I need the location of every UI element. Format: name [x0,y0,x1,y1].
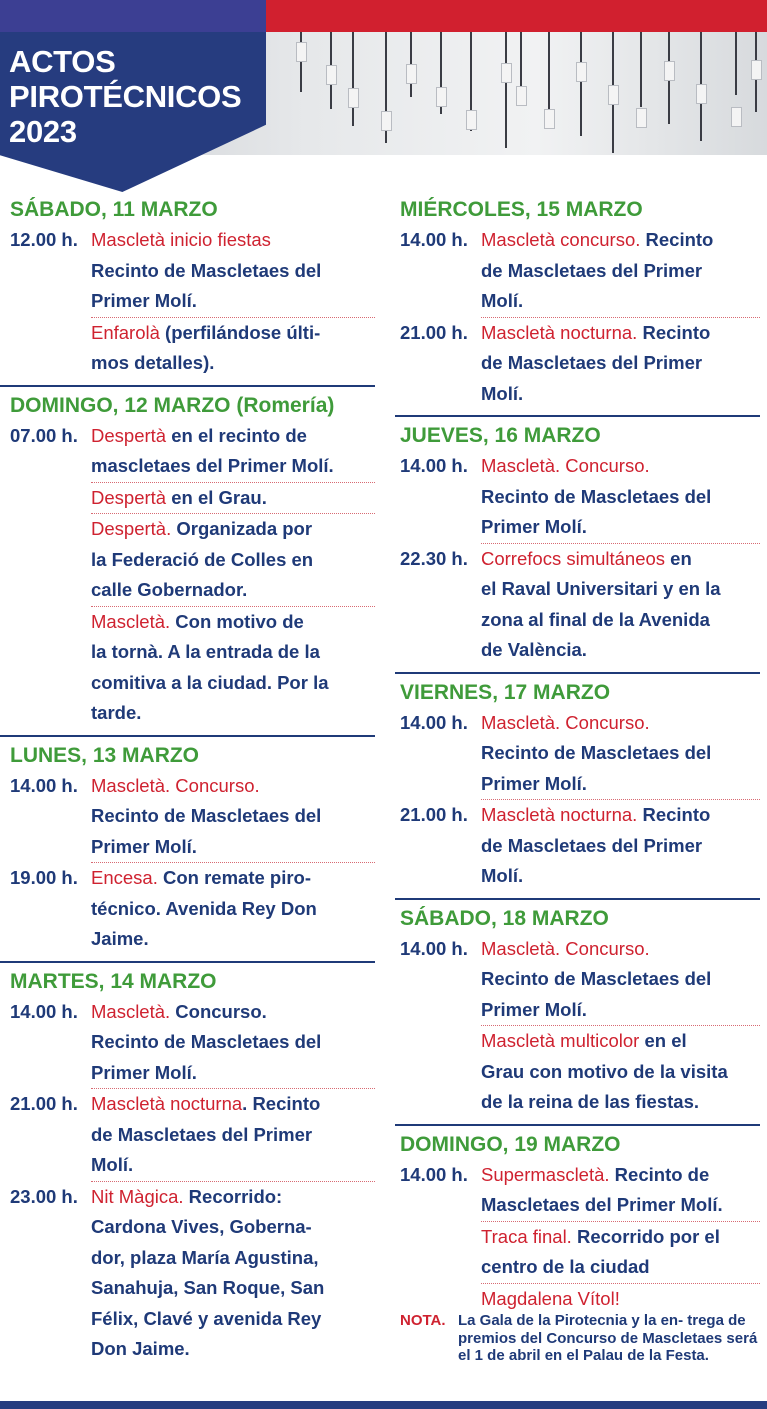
event-detail: Grau con motivo de la visita [481,1060,728,1082]
event-detail: Don Jaime. [91,1338,190,1359]
section-divider [395,898,760,900]
section-divider [395,672,760,674]
day-heading: DOMINGO, 12 MARZO (Romería) [10,393,335,417]
event-detail: Primer Molí. [91,1061,197,1083]
event-description [91,771,375,864]
day-heading: JUEVES, 16 MARZO [400,424,601,447]
event-detail: Recinto de [609,1163,710,1185]
day-heading: MIÉRCOLES, 15 MARZO [400,198,643,221]
event-detail: la tornà. A la entrada de la [91,641,320,662]
event-detail: de València. [481,639,587,660]
event-time: 21.00 h. [400,321,468,343]
event-description [91,421,375,483]
event-item [10,863,375,955]
event-time: 14.00 h. [10,774,78,796]
event-detail: de Mascletaes del Primer [481,259,703,281]
event-detail: de Mascletaes del Primer [91,1123,313,1145]
event-time: 14.00 h. [400,711,468,733]
event-item [10,483,375,515]
firecracker [751,60,762,80]
event-time: 14.00 h. [400,937,468,959]
title-line: PIROTÉCNICOS [9,79,242,114]
event-description [481,318,760,410]
event-detail: Recinto de Mascletaes del [91,1031,322,1052]
event-time: 22.30 h. [400,547,468,569]
event-detail: de Mascletaes del Primer [481,834,703,856]
event-detail: Sanahuja, San Roque, San [91,1277,325,1298]
section-divider [395,415,760,417]
event-item [400,1222,760,1284]
event-name: Supermascletà. [481,1163,610,1185]
event-time: 14.00 h. [10,1000,78,1022]
firecracker [696,84,707,104]
event-detail: (perfilándose últi- [159,321,321,343]
firecracker [576,62,587,82]
event-item [400,318,760,410]
top-bar-blue [0,0,266,32]
bottom-bar [0,1401,767,1409]
firework-string [505,32,507,148]
section-divider [395,1124,760,1126]
event-name: Mascletà nocturna [91,1093,243,1114]
left-column [10,195,375,1365]
event-item [400,451,760,544]
event-name: Mascletà. Concurso. [481,711,650,733]
event-description [91,1182,375,1365]
firework-string [352,32,354,126]
day-heading: VIERNES, 17 MARZO [400,680,611,704]
event-item [400,1284,760,1315]
event-name: Magdalena Vítol! [481,1287,620,1309]
firework-string [735,32,737,95]
firecracker [348,88,359,108]
event-detail: Recinto de Mascletaes del [91,805,322,826]
firecracker [406,64,417,84]
event-detail: . Recinto [242,1093,321,1114]
event-time: 19.00 h. [10,867,78,888]
event-name: Encesa. [91,867,158,888]
event-name: Mascletà nocturna. [481,804,638,825]
event-detail: Primer Molí. [91,290,197,311]
firecracker [381,111,392,131]
event-item [10,607,375,729]
event-description [91,1089,375,1182]
top-bar-red [266,0,767,32]
firework-string [548,32,550,119]
event-time: 12.00 h. [10,229,78,250]
firecracker [326,65,337,85]
event-item [10,771,375,864]
event-detail: Organizada por [171,518,313,539]
firecracker [466,110,477,130]
firecracker [544,109,555,129]
event-description [481,1222,760,1284]
day-heading: SÁBADO, 11 MARZO [10,198,218,221]
event-item [400,544,760,666]
event-detail: Molí. [481,865,524,886]
event-detail: Molí. [481,382,524,404]
event-item [10,1182,375,1365]
event-detail: Molí. [481,290,524,311]
event-detail: Cardona Vives, Goberna- [91,1216,312,1237]
event-description [481,800,760,892]
event-detail: la Federació de Colles en [91,548,314,570]
event-item [10,997,375,1090]
event-description [481,708,760,801]
event-detail: el Raval Universitari y en la [481,578,721,599]
event-name: Mascletà. Concurso. [91,774,260,796]
firecracker [731,107,742,127]
event-description [481,934,760,1027]
firecracker [501,63,512,83]
event-name: Despertà [91,486,167,508]
firework-string [640,32,642,107]
event-item [10,318,375,379]
event-description [91,514,375,607]
note [400,1312,760,1365]
event-description [91,318,375,379]
firecracker [516,86,527,106]
event-detail: Recinto de Mascletaes del [481,485,712,507]
event-name: Mascletà inicio fiestas [91,229,271,250]
event-detail: Con motivo de [170,610,304,632]
event-detail: Recinto [640,229,714,250]
event-description [91,997,375,1090]
event-detail: Concurso. [170,1000,267,1022]
event-name: Mascletà multicolor [481,1030,640,1051]
event-detail: Con remate piro- [157,867,312,888]
event-detail: Félix, Clavé y avenida Rey [91,1307,322,1329]
event-detail: de la reina de las fiestas. [481,1091,699,1112]
event-item [400,1026,760,1118]
event-detail: Recinto [637,321,711,343]
event-name: Mascletà. Concurso. [481,937,650,959]
event-description [481,1160,760,1222]
event-description [481,1284,760,1315]
event-name: Mascletà nocturna. [481,321,638,343]
firework-string [300,32,302,92]
event-time: 07.00 h. [10,424,78,446]
event-description [481,544,760,666]
page-title [9,44,241,149]
firework-string [580,32,582,136]
event-name: Mascletà. [91,610,171,632]
firecracker [296,42,307,62]
event-item [400,934,760,1027]
firecracker [436,87,447,107]
note-text: La Gala de la Pirotecnia y la en- trega de premios del Concurso de Mascletaes será el 1 de abril en el Palau de la Festa. [458,1312,758,1364]
event-item [400,1160,760,1222]
event-description [91,225,375,318]
event-name: Enfarolà [91,321,160,343]
day-heading: MARTES, 14 MARZO [10,969,217,993]
event-detail: mos detalles). [91,352,215,373]
event-detail: en el [639,1030,687,1051]
event-detail: centro de la ciudad [481,1256,650,1277]
section-divider [0,735,375,737]
event-detail: calle Gobernador. [91,579,248,600]
event-name: Mascletà. Concurso. [481,455,650,476]
event-time: 21.00 h. [10,1093,78,1114]
event-name: Correfocs simultáneos [481,547,666,569]
event-detail: comitiva a la ciudad. Por la [91,671,329,693]
event-detail: Primer Molí. [481,772,587,794]
event-name: Despertà. [91,518,172,539]
note-label: NOTA. [400,1312,446,1329]
title-line: 2023 [9,114,77,149]
event-description [481,225,760,318]
event-name: Despertà [91,424,167,446]
event-detail: tarde. [91,702,142,723]
event-description [91,863,375,955]
event-detail: Recinto [637,804,711,825]
firecracker [636,108,647,128]
event-detail: mascletaes del Primer Molí. [91,455,334,476]
event-item [400,708,760,801]
event-detail: Molí. [91,1154,134,1175]
event-item [10,225,375,318]
event-detail: en [665,547,692,569]
section-divider [0,385,375,387]
event-item [10,514,375,607]
event-detail: Recorrido: [183,1185,283,1207]
day-heading: SÁBADO, 18 MARZO [400,906,609,930]
event-detail: Primer Molí. [481,516,587,537]
event-description [481,451,760,544]
event-detail: Primer Molí. [91,835,197,857]
event-item [10,421,375,483]
event-detail: Jaime. [91,928,149,949]
event-description [481,1026,760,1118]
event-detail: Mascletaes del Primer Molí. [481,1194,723,1215]
event-item [400,800,760,892]
event-item [10,1089,375,1182]
event-name: Mascletà. [91,1000,171,1022]
event-name: Traca final. [481,1225,572,1247]
event-time: 14.00 h. [400,229,468,250]
event-detail: Recinto de Mascletaes del [91,259,322,281]
firecracker [664,61,675,81]
event-time: 23.00 h. [10,1185,78,1207]
event-detail: Recinto de Mascletaes del [481,968,712,989]
day-heading: LUNES, 13 MARZO [10,743,200,767]
event-detail: de Mascletaes del Primer [481,352,703,373]
event-detail: Recinto de Mascletaes del [481,742,712,763]
event-detail: dor, plaza María Agustina, [91,1246,319,1268]
event-detail: en el Grau. [166,486,267,508]
event-detail: técnico. Avenida Rey Don [91,897,317,919]
event-name: Nit Màgica. [91,1185,184,1207]
firecracker [608,85,619,105]
event-time: 21.00 h. [400,804,468,825]
event-detail: Primer Molí. [481,998,587,1020]
event-detail: en el recinto de [166,424,307,446]
title-line: ACTOS [9,44,116,79]
event-description [91,607,375,729]
event-description [91,483,375,515]
day-heading: DOMINGO, 19 MARZO [400,1132,621,1156]
event-detail: Recorrido por el [571,1225,720,1247]
event-detail: zona al final de la Avenida [481,608,710,630]
section-divider [0,961,375,963]
right-column [400,195,760,1314]
event-time: 14.00 h. [400,1163,468,1185]
event-name: Mascletà concurso. [481,229,641,250]
event-item [400,225,760,318]
event-time: 14.00 h. [400,455,468,476]
